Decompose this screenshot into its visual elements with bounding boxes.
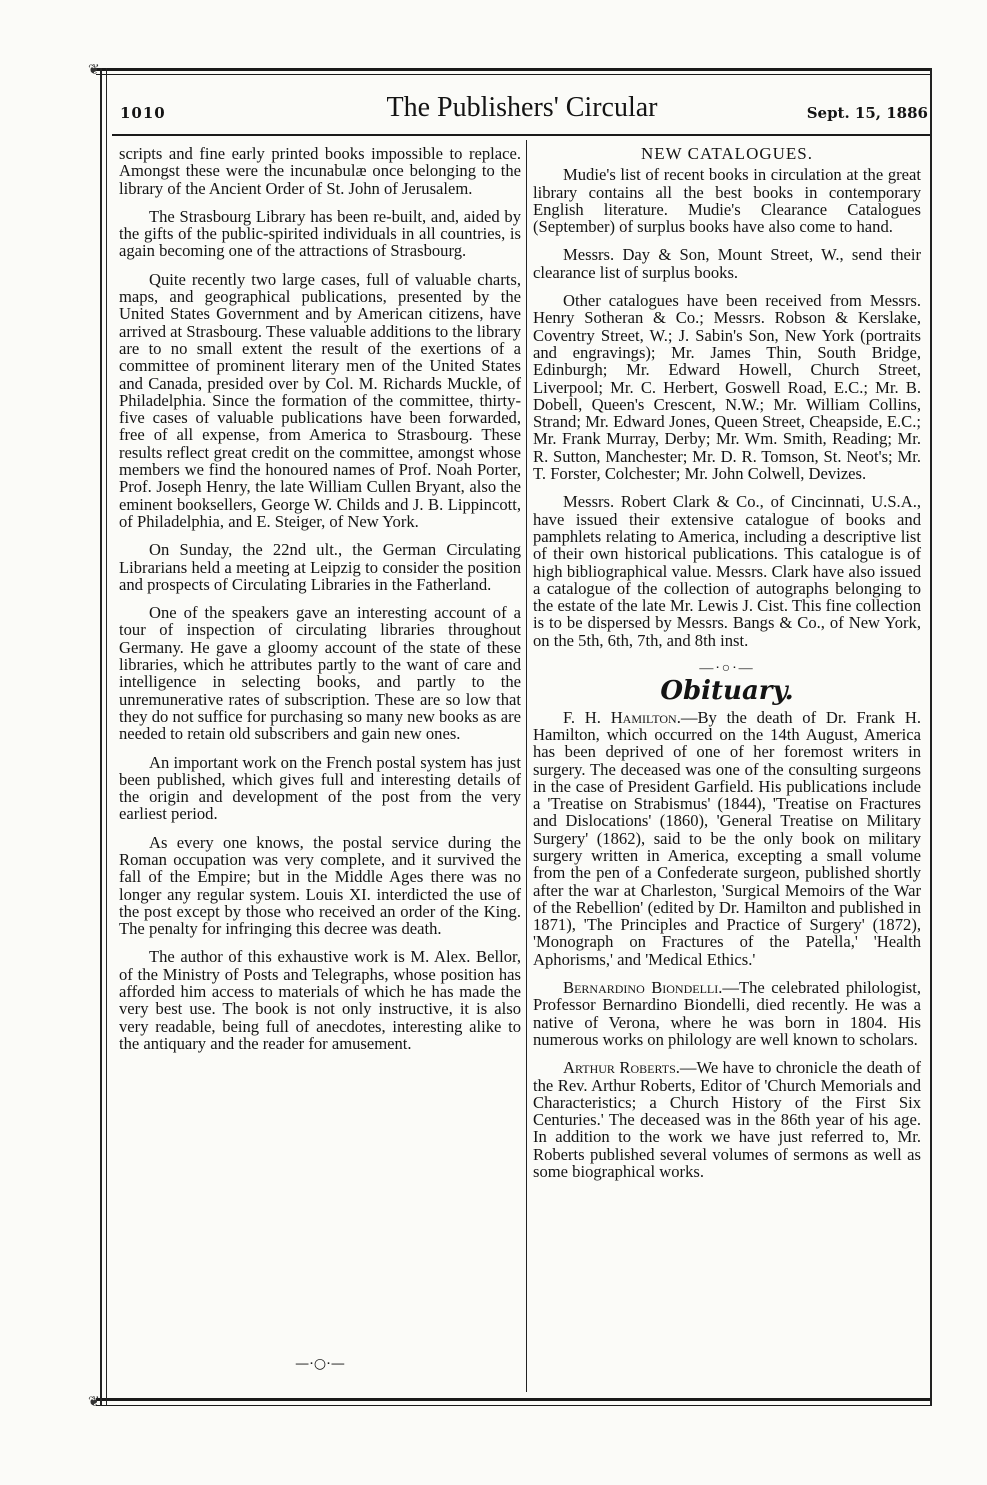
obituary-entry <box>533 709 921 968</box>
obituary-heading: Obituary. <box>660 676 794 707</box>
top-border-rule-thin <box>96 74 932 75</box>
page-header <box>116 92 928 130</box>
top-border-rule <box>96 68 932 71</box>
obituary-name: F. H. Hamilton. <box>563 707 681 727</box>
paragraph: Messrs. Robert Clark & Co., of Cincinnati, U.S.A., have issued their extensive catalogue of books and pamphlets relating to America, including a descriptive list of their own historical publications. This catalogue is of high bibliographical value. Messrs. Clark have also issued a catalogue of the collection of autographs belonging to the estate of the late Mr. Lewis J. Cist. This fine collection is to be dispersed by Messrs. Bangs & Co., of New York, on the 5th, 6th, 7th, and 8th inst. <box>533 492 921 650</box>
paragraph: As every one knows, the postal service during the Roman occupation was very complete, and it survived the fall of the Empire; but in the Middle Ages there was no longer any regular system. Louis XI. interdicted the use of the post except by those who received an order of the King. The penalty for infringing this decree was death. <box>119 832 521 939</box>
corner-ornament-bottom-left: ❦ <box>88 1394 100 1410</box>
left-frame-line <box>100 68 102 1406</box>
left-frame-line-inner <box>106 68 107 1406</box>
column-divider <box>526 140 527 1392</box>
page-number: 1010 <box>120 104 166 122</box>
header-rule <box>112 134 932 136</box>
paragraph: Quite recently two large cases, full of valuable charts, maps, and geographical publications, presented by the United States Government and by American citizens, have arrived at Strasbourg. These valuable additions to the library are to no small extent the result of the exertions of a committee of prominent literary men of the United States and Canada, presided over by Col. M. Richards Muckle, of Philadelphia. Since the formation of the committee, thirty-five cases of valuable publications have been forwarded, free of all expense, from America to Strasbourg. These results reflect great credit on the committee, amongst whose members we find the honoured names of Prof. Noah Porter, Prof. Joseph Henry, the late William Cullen Bryant, also the eminent booksellers, George W. Childs and J. B. Lippincott, of Philadelphia, and E. Steiger, of New York. <box>119 269 521 531</box>
obituary-text: —The celebrated philologist, Professor Bernardino Biondelli, died recently. He was a native of Verona, where he was born in 1804. His numerous works on philology are well known to scholars. <box>533 978 922 1049</box>
section-ornament: —⋅○⋅— <box>699 661 755 677</box>
paragraph: An important work on the French postal system has just been published, which gives full and interesting details of the origin and development of the post from the very earliest period. <box>119 752 521 824</box>
paragraph: One of the speakers gave an interesting account of a tour of inspection of circulating libraries throughout Germany. He gave a gloomy account of the state of these libraries, which he attributes partly to the want of care and intelligence in selecting books, and partly to the unremunerative rates of subscription. These are so low that they do not suffice for purchasing so many new books as are needed to retain old subscribers and gain new ones. <box>119 603 521 744</box>
publication-title: The Publishers' Circular <box>386 92 658 123</box>
left-end-ornament: —⋅○⋅— <box>295 1356 345 1372</box>
paragraph: Other catalogues have been received from Messrs. Henry Sotheran & Co.; Messrs. Robson & Kerslake, Coventry Street, W.; J. Sabin's Son, New York (portraits and engravings); Mr. James Thin, South Bridge, Edinburgh; Mr. Edward Howell, Church Street, Liverpool; Mr. C. Herbert, Goswell Road, E.C.; Mr. B. Dobell, Queen's Crescent, N.W.; Mr. William Collins, Strand; Mr. Edward Jones, Queen Street, Cheapside, E.C.; Mr. Frank Murray, Derby; Mr. Wm. Smith, Reading; Mr. R. Sutton, Manchester; Mr. D. R. Tomson, St. Neot's; Mr. T. Forster, Colchester; Mr. John Colwell, Devizes. <box>533 291 921 484</box>
paragraph: The author of this exhaustive work is M. Alex. Bellor, of the Ministry of Posts and Telegraphs, whose position has afforded him access to materials of which he has made the very best use. The book is not only instructive, it is also very readable, being full of anecdotes, interesting alike to the antiquary and the reader for amusement. <box>119 947 521 1053</box>
left-column <box>119 145 521 1063</box>
paragraph: On Sunday, the 22nd ult., the German Circulating Librarians held a meeting at Leipzig to consider the position and prospects of Circulating Libraries in the Fatherland. <box>119 540 521 594</box>
obituary-entry <box>533 1059 921 1180</box>
obituary-name: Bernardino Biondelli. <box>563 978 723 998</box>
catalogues-heading: NEW CATALOGUES. <box>641 144 813 163</box>
issue-date: Sept. 15, 1886 <box>806 104 928 122</box>
corner-ornament-top-left: ❦ <box>88 62 100 78</box>
bottom-border-rule-thin <box>96 1405 932 1406</box>
obituary-name: Arthur Roberts. <box>563 1058 680 1078</box>
obituary-entry <box>533 979 921 1048</box>
obituary-text: —We have to chronicle the death of the Rev. Arthur Roberts, Editor of 'Church Memorials and Characteristics; a Church History of the First Six Centuries.' The deceased was in the 86th year of his age. In addition to the work we have just referred to, Mr. Roberts published several volumes of sermons as well as some biographical works. <box>533 1058 921 1182</box>
right-frame-line <box>930 68 932 1406</box>
paragraph: Mudie's list of recent books in circulation at the great library contains all the best books in contemporary English literature. Mudie's Clearance Catalogues (September) of surplus books have also come to hand. <box>533 165 921 237</box>
paragraph: Messrs. Day & Son, Mount Street, W., send their clearance list of surplus books. <box>533 245 921 282</box>
paragraph: The Strasbourg Library has been re-built, and, aided by the gifts of the public-spirited individuals in all countries, is again becoming one of the attractions of Strasbourg. <box>119 206 521 261</box>
bottom-border-rule <box>96 1398 932 1401</box>
obituary-text: —By the death of Dr. Frank H. Hamilton, which occurred on the 14th August, America has been deprived of one of her foremost writers in surgery. The deceased was one of the consulting surgeons in the case of President Garfield. His publications include a 'Treatise on Strabismus' (1844), 'Treatise on Fractures and Dislocations' (1860), 'General Treatise on Military Surgery' (1862), said to be the only book on military surgery written in America, excepting a small volume from the pen of a Confederate surgeon, published shortly after the war at Charleston, 'Surgical Memoirs of the War of the Rebellion' (edited by Dr. Hamilton and published in 1871), 'The Principles and Practice of Surgery' (1872), 'Monograph on Fractures of the Patella,' 'Health Aphorisms,' and 'Medical Ethics.' <box>533 707 921 969</box>
right-column <box>533 145 921 1191</box>
paragraph: scripts and fine early printed books impossible to replace. Amongst these were the incunabulæ once belonging to the library of the Ancient Order of St. John of Jerusalem. <box>119 144 521 198</box>
